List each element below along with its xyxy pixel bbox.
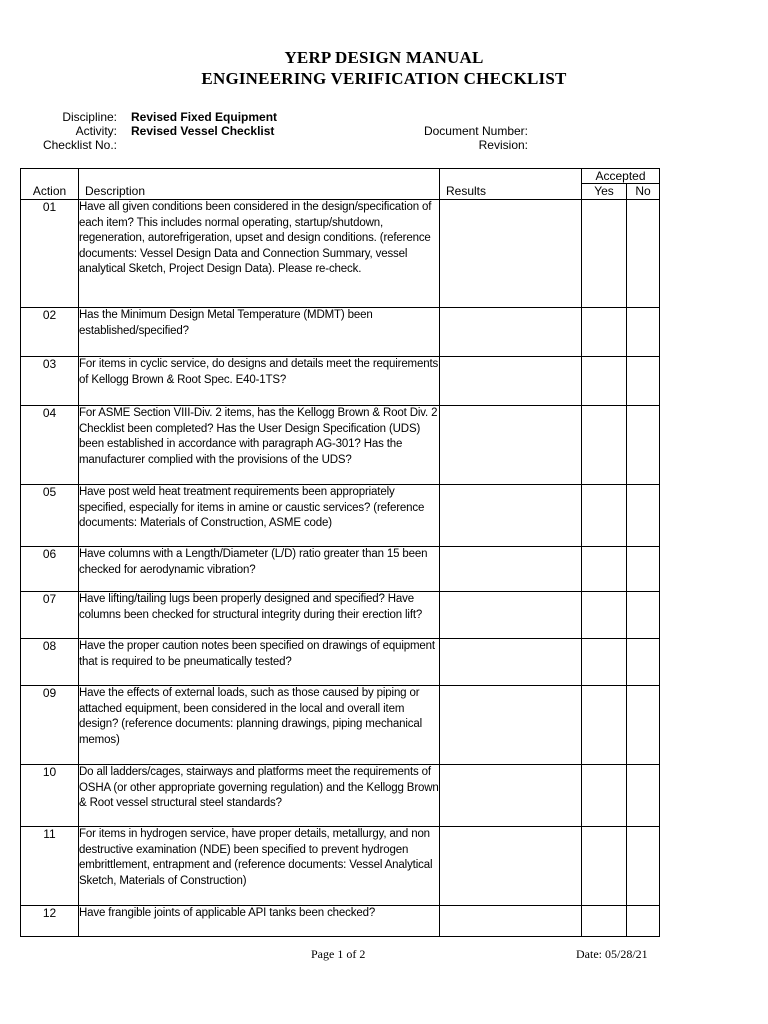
item-description: Have lifting/tailing lugs been properly designed and specified? Have columns been checked for structural integrity during their erection lift? (79, 592, 440, 639)
table-row (21, 592, 660, 639)
yes-column-header: Yes (582, 184, 627, 200)
accepted-no-cell[interactable] (627, 686, 660, 765)
accepted-yes-cell[interactable] (582, 200, 627, 308)
accepted-yes-cell[interactable] (582, 765, 627, 827)
action-number: 09 (21, 686, 79, 765)
action-number: 01 (21, 200, 79, 308)
footer-date: Date: 05/28/21 (576, 947, 648, 961)
accepted-yes-cell[interactable] (582, 906, 627, 937)
accepted-no-cell[interactable] (627, 308, 660, 357)
revision-label: Revision: (478, 138, 528, 152)
results-cell[interactable] (440, 906, 582, 937)
results-cell[interactable] (440, 639, 582, 686)
results-cell[interactable] (440, 485, 582, 547)
item-description: Have the proper caution notes been specified on drawings of equipment that is required to be pneumatically tested? (79, 639, 440, 686)
description-column-header: Description (79, 184, 440, 200)
action-number: 12 (21, 906, 79, 937)
item-description: Have the effects of external loads, such as those caused by piping or attached equipment, been considered in the local and overall item design? (reference documents: planning drawings, piping mechanical memos) (79, 686, 440, 765)
accepted-yes-cell[interactable] (582, 547, 627, 592)
table-row (21, 485, 660, 547)
accepted-yes-cell[interactable] (582, 592, 627, 639)
item-description: Do all ladders/cages, stairways and platforms meet the requirements of OSHA (or other appropriate governing regulation) and the Kellogg Brown & Root vessel structural steel standards? (79, 765, 440, 827)
accepted-no-cell[interactable] (627, 485, 660, 547)
table-row (21, 200, 660, 308)
table-row (21, 906, 660, 937)
accepted-no-cell[interactable] (627, 200, 660, 308)
accepted-no-cell[interactable] (627, 406, 660, 485)
accepted-yes-cell[interactable] (582, 485, 627, 547)
action-number: 02 (21, 308, 79, 357)
accepted-no-cell[interactable] (627, 827, 660, 906)
no-column-header: No (627, 184, 660, 200)
document-number-label: Document Number: (423, 124, 528, 138)
results-cell[interactable] (440, 547, 582, 592)
accepted-no-cell[interactable] (627, 592, 660, 639)
page-number: Page 1 of 2 (311, 947, 366, 961)
accepted-no-cell[interactable] (627, 639, 660, 686)
action-number: 07 (21, 592, 79, 639)
table-row (21, 308, 660, 357)
accepted-yes-cell[interactable] (582, 308, 627, 357)
table-row (21, 765, 660, 827)
document-subtitle: ENGINEERING VERIFICATION CHECKLIST (201, 69, 567, 88)
item-description: Have columns with a Length/Diameter (L/D) ratio greater than 15 been checked for aerodynamic vibration? (79, 547, 440, 592)
accepted-header: Accepted (582, 169, 660, 184)
action-number: 06 (21, 547, 79, 592)
item-description: Have post weld heat treatment requirements been appropriately specified, especially for items in amine or caustic services? (reference documents: Materials of Construction, ASME code) (79, 485, 440, 547)
table-row (21, 686, 660, 765)
results-cell[interactable] (440, 827, 582, 906)
action-number: 08 (21, 639, 79, 686)
table-row (21, 547, 660, 592)
header-row-accepted (21, 169, 660, 184)
results-cell[interactable] (440, 357, 582, 406)
results-cell[interactable] (440, 200, 582, 308)
action-number: 04 (21, 406, 79, 485)
item-description: For items in hydrogen service, have proper details, metallurgy, and non destructive examination (NDE) been specified to prevent hydrogen embrittlement, entrapment and (reference documents: Vessel Analytical Sketch, Materials of Construction) (79, 827, 440, 906)
action-number: 03 (21, 357, 79, 406)
activity-label: Activity: (75, 124, 117, 138)
accepted-no-cell[interactable] (627, 906, 660, 937)
table-row (21, 357, 660, 406)
table-row (21, 639, 660, 686)
item-description: Have all given conditions been considered in the design/specification of each item? This includes normal operating, startup/shutdown, regeneration, autorefrigeration, upset and design conditions. (reference documents: Vessel Design Data and Connection Summary, vessel analytical Sketch, Project Design Data). Please re-check. (79, 200, 440, 308)
accepted-no-cell[interactable] (627, 357, 660, 406)
results-cell[interactable] (440, 765, 582, 827)
results-cell[interactable] (440, 686, 582, 765)
table-row (21, 406, 660, 485)
results-cell[interactable] (440, 592, 582, 639)
results-cell[interactable] (440, 308, 582, 357)
accepted-yes-cell[interactable] (582, 686, 627, 765)
table-row (21, 827, 660, 906)
discipline-label: Discipline: (62, 110, 117, 124)
verification-checklist-table (20, 168, 660, 937)
item-description: For items in cyclic service, do designs and details meet the requirements of Kellogg Brown & Root Spec. E40-1TS? (79, 357, 440, 406)
checklist-number-label: Checklist No.: (42, 138, 117, 152)
accepted-yes-cell[interactable] (582, 827, 627, 906)
action-number: 10 (21, 765, 79, 827)
item-description: Has the Minimum Design Metal Temperature (MDMT) been established/specified? (79, 308, 440, 357)
document-title: YERP DESIGN MANUAL (284, 48, 484, 67)
results-cell[interactable] (440, 406, 582, 485)
item-description: For ASME Section VIII-Div. 2 items, has the Kellogg Brown & Root Div. 2 Checklist been completed? Has the User Design Specification (UDS) been established in accordance with paragraph AG-301? Has the manufacturer complied with the provisions of the UDS? (79, 406, 440, 485)
header-row (21, 184, 660, 200)
accepted-no-cell[interactable] (627, 765, 660, 827)
action-number: 05 (21, 485, 79, 547)
accepted-yes-cell[interactable] (582, 639, 627, 686)
activity-value: Revised Vessel Checklist (131, 124, 275, 138)
item-description: Have frangible joints of applicable API tanks been checked? (79, 906, 440, 937)
accepted-yes-cell[interactable] (582, 406, 627, 485)
accepted-yes-cell[interactable] (582, 357, 627, 406)
results-column-header: Results (440, 184, 582, 200)
accepted-no-cell[interactable] (627, 547, 660, 592)
action-number: 11 (21, 827, 79, 906)
action-column-header: Action (21, 184, 79, 200)
discipline-value: Revised Fixed Equipment (131, 110, 278, 124)
